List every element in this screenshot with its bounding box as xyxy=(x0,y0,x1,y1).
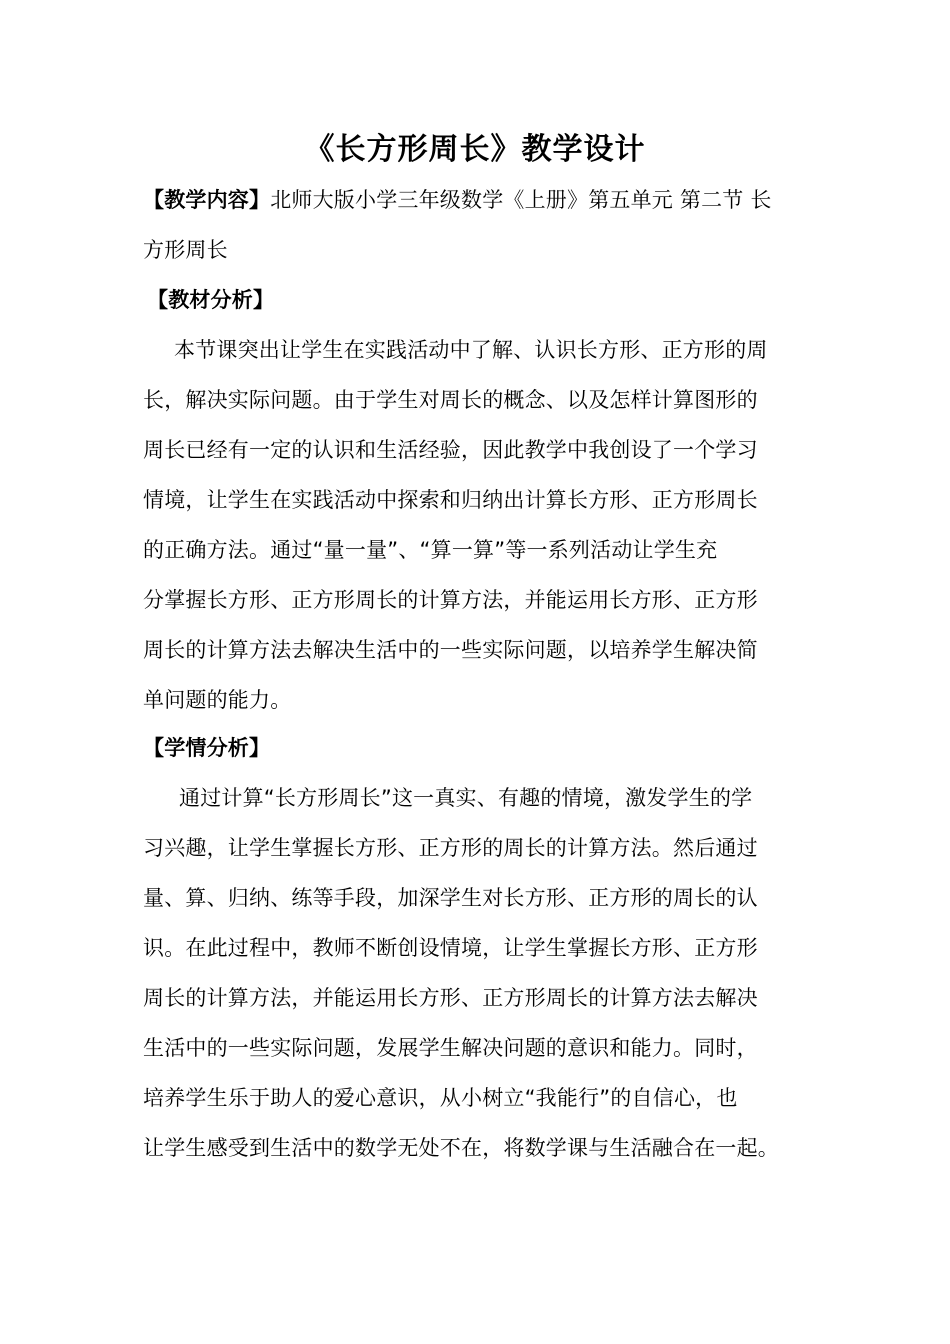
teaching-content-label: 【教学内容】 xyxy=(143,188,271,212)
paragraph-line: 让学生感受到生活中的数学无处不在，将数学课与生活融合在一起。 xyxy=(143,1136,779,1160)
paragraph-line: 周长的计算方法，并能运用长方形、正方形周长的计算方法去解决 xyxy=(143,986,758,1010)
teaching-content-text: 北师大版小学三年级数学《上册》第五单元 第二节 长 xyxy=(270,188,772,212)
paragraph-line: 量、算、归纳、练等手段，加深学生对长方形、正方形的周长的认 xyxy=(143,886,758,910)
paragraph-line: 的正确方法。通过“量一量”、“算一算”等一系列活动让学生充 xyxy=(143,538,718,562)
teaching-content-line xyxy=(143,184,823,216)
section-heading-textbook: 【教材分析】 xyxy=(147,288,275,312)
section-heading-students: 【学情分析】 xyxy=(143,736,271,760)
paragraph-line: 通过计算“长方形周长”这一真实、有趣的情境，激发学生的学 xyxy=(179,786,753,810)
paragraph-line: 单问题的能力。 xyxy=(143,688,292,712)
paragraph-line: 培养学生乐于助人的爱心意识，从小树立“我能行”的自信心，也 xyxy=(143,1086,738,1110)
teaching-content-line-2: 方形周长 xyxy=(143,238,228,262)
paragraph-line: 习兴趣，让学生掌握长方形、正方形的周长的计算方法。然后通过 xyxy=(143,836,758,860)
paragraph-line: 分掌握长方形、正方形周长的计算方法，并能运用长方形、正方形 xyxy=(143,588,758,612)
paragraph-line: 情境，让学生在实践活动中探索和归纳出计算长方形、正方形周长 xyxy=(143,488,758,512)
paragraph-line: 本节课突出让学生在实践活动中了解、认识长方形、正方形的周 xyxy=(174,338,768,362)
paragraph-line: 生活中的一些实际问题，发展学生解决问题的意识和能力。同时， xyxy=(143,1036,758,1060)
document-title: 《长方形周长》教学设计 xyxy=(304,132,646,167)
paragraph-line: 周长的计算方法去解决生活中的一些实际问题，以培养学生解决简 xyxy=(143,638,758,662)
paragraph-line: 长，解决实际问题。由于学生对周长的概念、以及怎样计算图形的 xyxy=(143,388,758,412)
paragraph-line: 识。在此过程中，教师不断创设情境，让学生掌握长方形、正方形 xyxy=(143,936,758,960)
paragraph-line: 周长已经有一定的认识和生活经验，因此教学中我创设了一个学习 xyxy=(143,438,758,462)
